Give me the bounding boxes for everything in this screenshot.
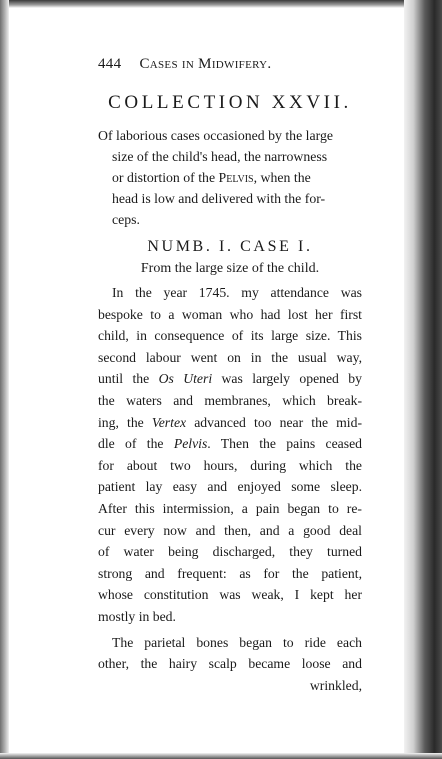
text-line: bespoke to a woman who had lost her first [98,306,362,322]
text-line: child, in consequence of its large size. This [98,328,362,344]
text-line: In the year 1745. my attendance was [112,285,362,300]
running-head-title: Cases in Midwifery. [139,56,272,72]
page-number: 444 [98,56,122,72]
text-line: the waters and membranes, which break- [98,392,362,408]
paragraph-2 [98,632,362,697]
text-line: patient lay easy and enjoyed some sleep. [98,479,362,495]
text-line: whose constitution was weak, I kept her [98,587,362,603]
subtitle-line: Of laborious cases occasioned by the large [98,128,333,143]
paragraph-1 [98,282,362,628]
subtitle-line: size of the child's head, the narrowness [112,149,328,164]
text-line: ing, the Vertex advanced too near the mid- [98,414,362,430]
text-line: cur every now and then, and a good deal [98,522,362,538]
book-page [98,56,362,696]
scan-top-edge [0,0,442,8]
text-line: After this intermission, a pain began to re- [98,500,362,516]
text-line: of water being discharged, they turned [98,544,362,560]
text-line: The parietal bones began to ride each [112,634,362,650]
scan-bottom-edge [0,753,442,759]
text-line: wrinkled, [309,677,362,693]
text-line: for about two hours, during which the [98,457,362,473]
text-line: second labour went on in the usual way, [98,349,362,365]
text-line: other, the hairy scalp became loose and [98,656,362,672]
subtitle-line: head is low and delivered with the for- [112,191,326,206]
case-heading: NUMB. I. CASE I. [147,238,313,255]
running-head [98,56,362,73]
text-line: strong and frequent: as for the patient, [98,565,362,581]
scan-right-edge [404,0,442,759]
collection-title: COLLECTION XXVII. [108,92,352,113]
collection-subtitle [98,125,362,230]
text-line: mostly in bed. [98,608,176,624]
text-line: dle of the Pelvis. Then the pains ceased [98,436,362,452]
text-line: until the Os Uteri was largely opened by [98,371,362,387]
subtitle-line: ceps. [112,212,140,227]
subtitle-line: or distortion of the Pelvis, when the [112,170,311,185]
scan-left-edge [0,0,9,759]
case-subheading: From the large size of the child. [140,261,320,276]
